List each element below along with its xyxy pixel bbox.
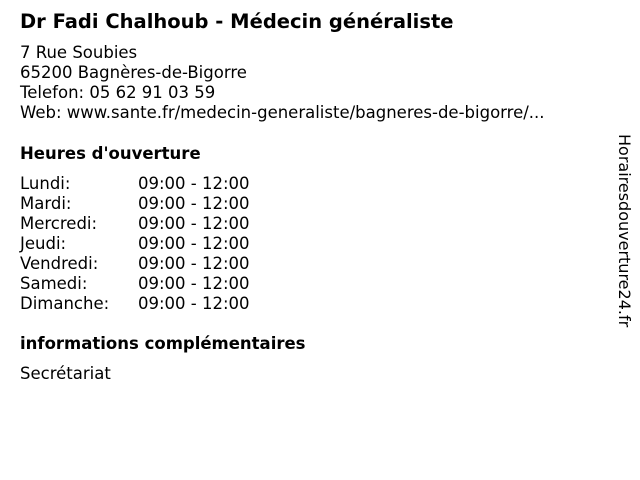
website-link[interactable]: Web: www.sante.fr/medecin-generaliste/bagneres-de-bigorre/... (20, 103, 545, 122)
time-value: 09:00 - 12:00 (138, 234, 250, 253)
time-value: 09:00 - 12:00 (138, 174, 250, 193)
street-address: 7 Rue Soubies (20, 43, 138, 62)
site-watermark: Horairesdouverture24.fr (615, 134, 634, 328)
hours-heading: Heures d'ouverture (20, 144, 201, 163)
day-label: Mercredi: (20, 214, 98, 233)
time-value: 09:00 - 12:00 (138, 214, 250, 233)
day-label: Samedi: (20, 274, 88, 293)
address-block (20, 43, 545, 123)
city-address: 65200 Bagnères-de-Bigorre (20, 63, 247, 82)
page-title: Dr Fadi Chalhoub - Médecin généraliste (20, 10, 454, 33)
day-label: Dimanche: (20, 294, 110, 313)
day-label: Vendredi: (20, 254, 99, 273)
day-label: Mardi: (20, 194, 72, 213)
time-value: 09:00 - 12:00 (138, 294, 250, 313)
time-value: 09:00 - 12:00 (138, 274, 250, 293)
info-heading: informations complémentaires (20, 334, 306, 353)
time-value: 09:00 - 12:00 (138, 194, 250, 213)
day-label: Lundi: (20, 174, 71, 193)
time-value: 09:00 - 12:00 (138, 254, 250, 273)
phone-number: Telefon: 05 62 91 03 59 (20, 83, 216, 102)
info-text: Secrétariat (20, 364, 111, 383)
day-label: Jeudi: (20, 234, 67, 253)
